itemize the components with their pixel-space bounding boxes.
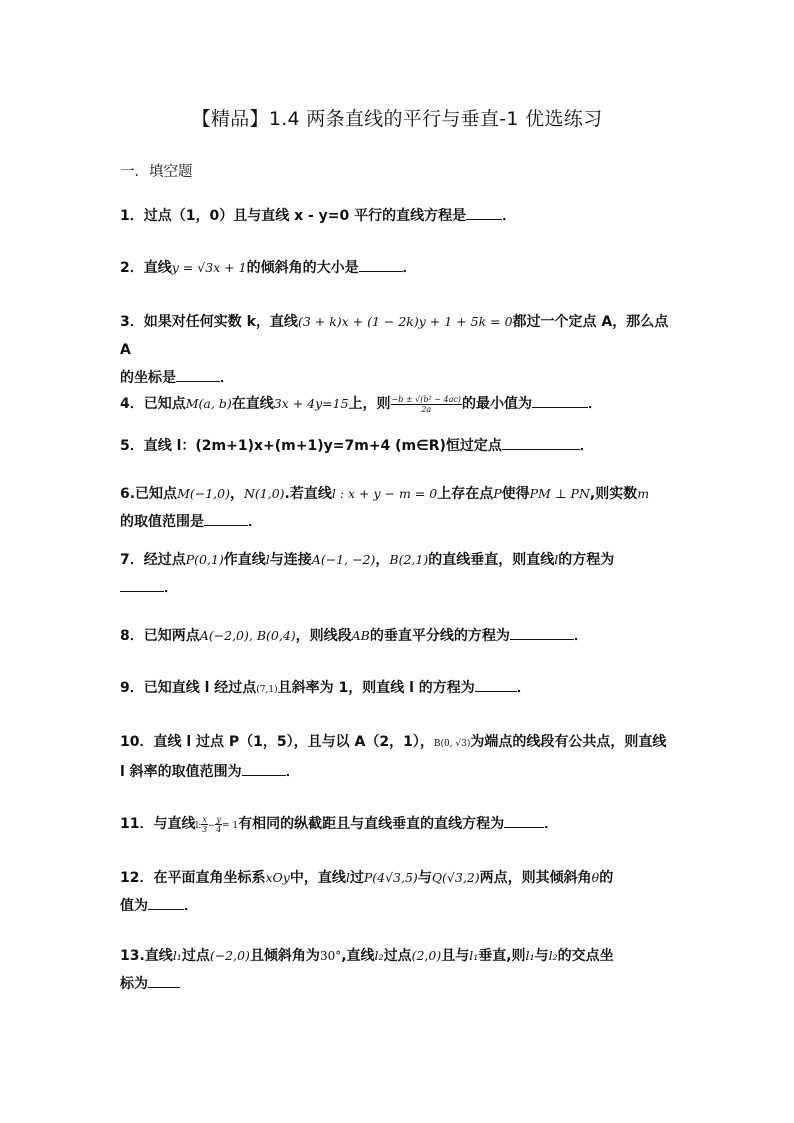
q4-line: 3x + 4y=15 <box>273 396 349 411</box>
section-heading: 一．填空题 <box>120 164 193 180</box>
question-1: 1．过点（1，0）且与直线 x - y=0 平行的直线方程是 ． <box>120 202 680 230</box>
answer-blank <box>176 367 220 382</box>
answer-blank <box>120 577 164 592</box>
answer-blank <box>475 677 517 692</box>
answer-blank <box>502 435 580 450</box>
q3-equation: (3 + k)x + (1 − 2k)y + 1 + 5k = 0 <box>297 314 513 329</box>
answer-blank <box>466 205 502 220</box>
q1-text: 1．过点（1，0）且与直线 x - y=0 平行的直线方程是 <box>120 208 467 224</box>
question-5: 5．直线 l：(2m+1)x+(m+1)y=7m+4 (m∈R)恒过定点 ． <box>120 432 680 460</box>
question-4: 4．已知点M(a, b)在直线3x + 4y=15上，则 $\frac{\text{−b ± √(b² − 4ac)}}{2a}$ 的最小值为 ． <box>120 394 602 414</box>
q11-frac-x: $\frac{x}{3}$ <box>202 814 208 834</box>
answer-blank <box>148 973 180 988</box>
q2-equation: y = √3x + 1 <box>171 260 247 275</box>
question-13: 13.直线l₁过点(−2,0)且倾斜角为30°,直线l₂过点(2,0)且与l₁垂直,则l₁与l₂的交点坐 标为 <box>120 948 614 992</box>
answer-blank <box>532 393 588 408</box>
q4-fraction: $\frac{\text{−b ± √(b² − 4ac)}}{2a}$ <box>391 394 461 414</box>
question-6: 6.已知点M(−1,0)，N(1,0).若直线l : x + y − m = 0上存在点P使得PM ⊥ PN,则实数m 的取值范围是 ． <box>120 486 650 530</box>
q11-frac-y: $\frac{y}{4}$ <box>216 814 222 834</box>
question-12: 12．在平面直角坐标系xOy中，直线l过P(4√3,5)与Q(√3,2)两点，则其倾斜角θ的 值为 ． <box>120 870 614 914</box>
answer-blank <box>148 895 184 910</box>
question-7: 7．经过点P(0,1)作直线l与连接A(−1, −2)，B(2,1)的直线垂直，则直线l的方程为 ． <box>120 552 615 596</box>
answer-blank <box>359 257 403 272</box>
question-2: 2．直线y = √3x + 1的倾斜角的大小是 ． <box>120 254 680 282</box>
answer-blank <box>504 813 544 828</box>
page-title: 【精品】1.4 两条直线的平行与垂直-1 优选练习 <box>191 108 603 130</box>
question-11: 11．与直线l: $\frac{x}{3}$ − $\frac{y}{4}$ = 1有相同的纵截距且与直线垂直的直线方程为 ． <box>120 814 559 834</box>
question-10: 10．直线 l 过点 P（1，5），且与以 A（2，1），B(0, √3)为端点的线段有公共点，则直线 l 斜率的取值范围为 ． <box>120 734 667 780</box>
answer-blank <box>510 625 574 640</box>
question-3: 3．如果对任何实数 k，直线(3 + k)x + (1 − 2k)y + 1 + 5k = 0都过一个定点 A，那么点 A 的坐标是 ． <box>120 314 669 386</box>
answer-blank <box>242 761 286 776</box>
answer-blank <box>204 511 248 526</box>
question-8: 8．已知两点A(−2,0), B(0,4)，则线段AB的垂直平分线的方程为 ． <box>120 622 680 650</box>
question-9: 9．已知直线 l 经过点(7,1)且斜率为 1，则直线 l 的方程为 ． <box>120 674 680 704</box>
q4-point: M(a, b) <box>185 396 232 411</box>
